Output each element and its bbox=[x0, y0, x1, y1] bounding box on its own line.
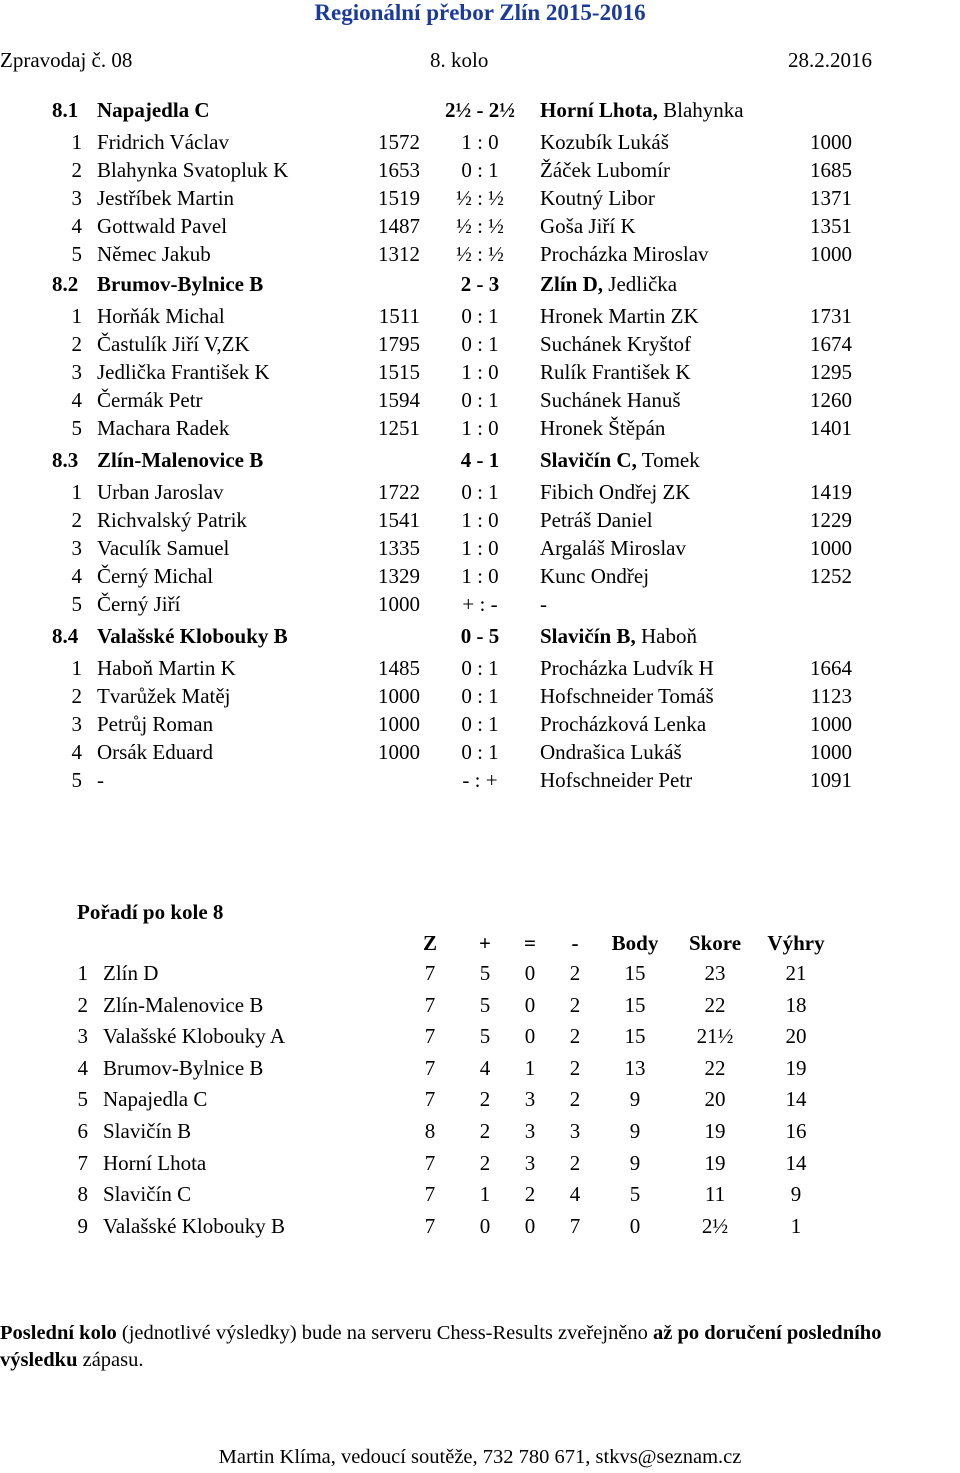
away-rating: 1000 bbox=[810, 242, 852, 266]
board-number: 1 bbox=[71, 656, 82, 680]
away-player: Suchánek Kryštof bbox=[540, 332, 692, 356]
home-rating: 1312 bbox=[378, 242, 420, 266]
col-played-header: Z bbox=[422, 931, 437, 955]
away-player: Goša Jiří K bbox=[540, 214, 636, 238]
standings-wins: 2 bbox=[479, 1150, 491, 1175]
away-player: Kunc Ondřej bbox=[540, 564, 650, 588]
away-rating: 1123 bbox=[810, 684, 852, 708]
home-rating: 1515 bbox=[378, 360, 420, 384]
standings-losses: 2 bbox=[569, 1024, 581, 1049]
away-rating: 1252 bbox=[810, 564, 852, 588]
game-result: 1 : 0 bbox=[461, 508, 499, 532]
standings-title: Pořadí po kole 8 bbox=[77, 900, 224, 924]
game-result: 0 : 1 bbox=[461, 684, 499, 708]
board-number: 1 bbox=[71, 480, 82, 504]
standings-losses: 2 bbox=[569, 1055, 581, 1080]
standings-score: 11 bbox=[704, 1182, 726, 1207]
standings-rank: 5 bbox=[77, 1087, 88, 1112]
standings-score: 22 bbox=[704, 992, 726, 1017]
board-number: 3 bbox=[71, 360, 82, 384]
match-score: 4 - 1 bbox=[460, 448, 500, 472]
home-player: Němec Jakub bbox=[97, 242, 211, 266]
standings-draws: 3 bbox=[524, 1119, 536, 1143]
home-rating: 1000 bbox=[378, 592, 420, 616]
contact-footer: Martin Klíma, vedoucí soutěže, 732 780 671, stkvs@seznam.cz bbox=[218, 1446, 742, 1468]
home-rating: 1329 bbox=[378, 564, 420, 588]
standings-losses: 4 bbox=[569, 1182, 581, 1207]
home-team: Zlín-Malenovice B bbox=[97, 448, 264, 472]
home-rating: 1594 bbox=[378, 388, 420, 412]
game-result: 1 : 0 bbox=[461, 564, 499, 588]
standings-rank: 1 bbox=[77, 961, 88, 985]
home-rating: 1541 bbox=[378, 508, 420, 532]
col-wins-header: + bbox=[479, 931, 491, 955]
home-player: Orsák Eduard bbox=[97, 740, 214, 764]
board-number: 2 bbox=[71, 158, 82, 182]
standings-wins: 2 bbox=[479, 1119, 491, 1143]
standings-wins: 4 bbox=[479, 1055, 491, 1080]
away-rating: 1000 bbox=[810, 712, 852, 736]
standings-points: 0 bbox=[629, 1213, 641, 1238]
standings-rank: 8 bbox=[77, 1182, 88, 1207]
standings-team-name: Brumov-Bylnice B bbox=[103, 1055, 264, 1080]
note-bold-1: Poslední kolo bbox=[0, 1322, 117, 1344]
home-player: Haboň Martin K bbox=[97, 656, 236, 680]
home-rating: 1511 bbox=[378, 304, 420, 328]
standings-points: 15 bbox=[624, 1024, 646, 1049]
standings-points: 15 bbox=[624, 961, 646, 985]
game-result: 1 : 0 bbox=[461, 360, 499, 384]
board-number: 4 bbox=[71, 564, 82, 588]
standings-score: 23 bbox=[704, 961, 726, 985]
standings-losses: 7 bbox=[569, 1213, 581, 1238]
board-number: 5 bbox=[71, 768, 82, 792]
standings-played: 7 bbox=[424, 1213, 436, 1238]
standings-score: 21½ bbox=[696, 1024, 734, 1049]
away-player: Hronek Štěpán bbox=[540, 416, 666, 440]
home-team: Brumov-Bylnice B bbox=[97, 272, 264, 296]
round-label: 8. kolo bbox=[430, 48, 489, 72]
announcement-note bbox=[0, 1320, 960, 1374]
away-rating: 1419 bbox=[810, 480, 852, 504]
home-team: Valašské Klobouky B bbox=[97, 624, 288, 648]
game-result: 1 : 0 bbox=[461, 130, 499, 154]
standings-draws: 0 bbox=[524, 1213, 536, 1238]
game-result: ½ : ½ bbox=[456, 242, 504, 266]
away-player: Kozubík Lukáš bbox=[540, 130, 669, 154]
col-points-header: Body bbox=[611, 931, 659, 955]
away-rating: 1685 bbox=[810, 158, 852, 182]
standings-points: 9 bbox=[629, 1119, 641, 1143]
board-number: 1 bbox=[71, 130, 82, 154]
game-result: 0 : 1 bbox=[461, 304, 499, 328]
standings-score: 20 bbox=[704, 1087, 726, 1112]
board-number: 3 bbox=[71, 536, 82, 560]
standings-team-name: Valašské Klobouky B bbox=[103, 1213, 285, 1238]
round-date: 28.2.2016 bbox=[788, 48, 872, 72]
game-result: - : + bbox=[462, 768, 498, 792]
standings-played: 7 bbox=[424, 961, 436, 985]
away-player: Procházková Lenka bbox=[540, 712, 707, 736]
board-number: 3 bbox=[71, 186, 82, 210]
standings-score: 22 bbox=[704, 1055, 726, 1080]
match-score: 0 - 5 bbox=[460, 624, 500, 648]
standings-tiebreak: 14 bbox=[785, 1087, 807, 1112]
standings-score: 19 bbox=[704, 1119, 726, 1143]
home-rating: 1000 bbox=[378, 740, 420, 764]
game-result: 0 : 1 bbox=[461, 480, 499, 504]
home-player: Čermák Petr bbox=[97, 388, 203, 412]
home-player: Fridrich Václav bbox=[97, 130, 229, 154]
away-team-name: Slavičín C, bbox=[540, 448, 637, 472]
standings-wins: 5 bbox=[479, 1024, 491, 1049]
away-team-captain: Haboň bbox=[635, 624, 697, 648]
standings-tiebreak: 14 bbox=[785, 1150, 807, 1175]
standings-team-name: Zlín D bbox=[103, 961, 159, 985]
board-number: 5 bbox=[71, 416, 82, 440]
col-draws-header: = bbox=[524, 931, 536, 955]
standings-losses: 2 bbox=[569, 992, 581, 1017]
away-player: - bbox=[540, 592, 547, 616]
col-wins-tiebreak-header: Výhry bbox=[767, 931, 825, 955]
standings-draws: 2 bbox=[524, 1182, 536, 1207]
match-number: 8.1 bbox=[52, 98, 79, 122]
board-number: 4 bbox=[71, 740, 82, 764]
standings-points: 9 bbox=[629, 1150, 641, 1175]
standings-played: 7 bbox=[424, 992, 436, 1017]
match-number: 8.3 bbox=[52, 448, 79, 472]
home-rating: 1000 bbox=[378, 684, 420, 708]
board-number: 4 bbox=[71, 214, 82, 238]
away-player: Fibich Ondřej ZK bbox=[540, 480, 691, 504]
away-player: Koutný Libor bbox=[540, 186, 655, 210]
standings-score: 2½ bbox=[701, 1213, 729, 1238]
home-player: Machara Radek bbox=[97, 416, 230, 440]
away-team-name: Horní Lhota, bbox=[540, 98, 658, 122]
game-result: 0 : 1 bbox=[461, 332, 499, 356]
away-rating bbox=[770, 590, 852, 618]
standings-played: 8 bbox=[424, 1119, 436, 1143]
away-team-captain: Blahynka bbox=[657, 98, 744, 122]
standings-tiebreak: 9 bbox=[790, 1182, 802, 1207]
standings-draws: 3 bbox=[524, 1150, 536, 1175]
match-score: 2 - 3 bbox=[460, 272, 500, 296]
game-result: 1 : 0 bbox=[461, 416, 499, 440]
home-player: Petrůj Roman bbox=[97, 712, 214, 736]
standings-wins: 5 bbox=[479, 992, 491, 1017]
standings-rank: 3 bbox=[77, 1024, 88, 1049]
home-rating: 1572 bbox=[378, 130, 420, 154]
away-player: Hofschneider Petr bbox=[540, 768, 693, 792]
standings-losses: 2 bbox=[569, 1087, 581, 1112]
game-result: 0 : 1 bbox=[461, 740, 499, 764]
standings-losses: 3 bbox=[569, 1119, 581, 1143]
standings-tiebreak: 20 bbox=[785, 1024, 807, 1049]
home-player: Černý Michal bbox=[97, 564, 214, 588]
standings-team-name: Slavičín C bbox=[103, 1182, 192, 1207]
away-player: Procházka Miroslav bbox=[540, 242, 709, 266]
col-losses-header: - bbox=[571, 931, 579, 955]
away-rating: 1674 bbox=[810, 332, 852, 356]
col-score-header: Skore bbox=[688, 931, 742, 955]
home-player: Richvalský Patrik bbox=[97, 508, 247, 532]
home-player: Tvarůžek Matěj bbox=[97, 684, 231, 708]
match-number: 8.4 bbox=[52, 624, 79, 648]
standings-draws: 0 bbox=[524, 1024, 536, 1049]
home-rating: 1795 bbox=[378, 332, 420, 356]
home-rating: 1000 bbox=[378, 712, 420, 736]
away-rating: 1260 bbox=[810, 388, 852, 412]
standings-played: 7 bbox=[424, 1182, 436, 1207]
away-player: Žáček Lubomír bbox=[540, 158, 671, 182]
away-player: Procházka Ludvík H bbox=[540, 656, 714, 680]
home-player: Častulík Jiří V,ZK bbox=[97, 332, 250, 356]
standings-points: 9 bbox=[629, 1087, 641, 1112]
match-number: 8.2 bbox=[52, 272, 79, 296]
standings-tiebreak: 21 bbox=[785, 961, 807, 985]
standings-rank: 4 bbox=[77, 1055, 88, 1080]
standings-draws: 0 bbox=[524, 992, 536, 1017]
away-player: Ondrašica Lukáš bbox=[540, 740, 682, 764]
board-number: 5 bbox=[71, 242, 82, 266]
standings-tiebreak: 1 bbox=[790, 1213, 802, 1238]
standings-tiebreak: 19 bbox=[785, 1055, 807, 1080]
standings-draws: 0 bbox=[524, 961, 536, 985]
home-rating: 1487 bbox=[378, 214, 420, 238]
away-rating: 1000 bbox=[810, 740, 852, 764]
away-rating: 1000 bbox=[810, 536, 852, 560]
standings-team-name: Slavičín B bbox=[103, 1119, 192, 1143]
away-team-captain: Tomek bbox=[636, 448, 700, 472]
away-team bbox=[540, 270, 677, 298]
home-team: Napajedla C bbox=[97, 98, 210, 122]
game-result: 0 : 1 bbox=[461, 656, 499, 680]
note-text-2: zápasu. bbox=[77, 1349, 144, 1371]
away-player: Rulík František K bbox=[540, 360, 691, 384]
home-rating: 1519 bbox=[378, 186, 420, 210]
standings-draws: 1 bbox=[524, 1055, 536, 1080]
away-player: Suchánek Hanuš bbox=[540, 388, 681, 412]
standings-played: 7 bbox=[424, 1087, 436, 1112]
standings-tiebreak: 16 bbox=[785, 1119, 807, 1143]
game-result: 0 : 1 bbox=[461, 388, 499, 412]
standings-points: 15 bbox=[624, 992, 646, 1017]
board-number: 3 bbox=[71, 712, 82, 736]
away-rating: 1731 bbox=[810, 304, 852, 328]
game-result: ½ : ½ bbox=[456, 186, 504, 210]
home-player: Horňák Michal bbox=[97, 304, 225, 328]
away-rating: 1229 bbox=[810, 508, 852, 532]
away-player: Hofschneider Tomáš bbox=[540, 684, 714, 708]
home-player: Černý Jiří bbox=[97, 592, 181, 616]
away-team bbox=[540, 446, 700, 474]
standings-losses: 2 bbox=[569, 961, 581, 985]
away-rating: 1295 bbox=[810, 360, 852, 384]
page-title: Regionální přebor Zlín 2015-2016 bbox=[314, 0, 646, 25]
standings-wins: 2 bbox=[479, 1087, 491, 1112]
home-rating: 1653 bbox=[378, 158, 420, 182]
away-team-name: Slavičín B, bbox=[540, 624, 636, 648]
board-number: 2 bbox=[71, 684, 82, 708]
home-player: Jedlička František K bbox=[97, 360, 270, 384]
game-result: + : - bbox=[462, 592, 498, 616]
board-number: 5 bbox=[71, 592, 82, 616]
board-number: 2 bbox=[71, 332, 82, 356]
home-player: Jestříbek Martin bbox=[97, 186, 235, 210]
away-rating: 1664 bbox=[810, 656, 852, 680]
home-player: Vaculík Samuel bbox=[97, 536, 230, 560]
away-player: Hronek Martin ZK bbox=[540, 304, 699, 328]
standings-played: 7 bbox=[424, 1024, 436, 1049]
match-score: 2½ - 2½ bbox=[445, 98, 515, 122]
away-team bbox=[540, 622, 697, 650]
game-result: 0 : 1 bbox=[461, 712, 499, 736]
home-player: - bbox=[97, 768, 104, 792]
away-team-name: Zlín D, bbox=[540, 272, 604, 296]
home-rating: 1485 bbox=[378, 656, 420, 680]
home-rating: 1722 bbox=[378, 480, 420, 504]
board-number: 4 bbox=[71, 388, 82, 412]
standings-points: 13 bbox=[624, 1055, 646, 1080]
standings-rank: 2 bbox=[77, 992, 88, 1017]
away-rating: 1000 bbox=[810, 130, 852, 154]
board-number: 1 bbox=[71, 304, 82, 328]
home-rating: 1335 bbox=[378, 536, 420, 560]
standings-rank: 7 bbox=[77, 1150, 88, 1175]
home-rating: 1251 bbox=[378, 416, 420, 440]
standings-wins: 5 bbox=[479, 961, 491, 985]
game-result: ½ : ½ bbox=[456, 214, 504, 238]
away-rating: 1371 bbox=[810, 186, 852, 210]
bulletin-number: Zpravodaj č. 08 bbox=[0, 48, 133, 72]
standings-team-name: Horní Lhota bbox=[103, 1150, 207, 1175]
standings-team-name: Valašské Klobouky A bbox=[103, 1024, 285, 1049]
standings-wins: 0 bbox=[479, 1213, 491, 1238]
note-bold-2: až po doručení posledního výsledku bbox=[0, 1322, 882, 1371]
board-number: 2 bbox=[71, 508, 82, 532]
away-player: Petráš Daniel bbox=[540, 508, 653, 532]
standings-played: 7 bbox=[424, 1055, 436, 1080]
game-result: 1 : 0 bbox=[461, 536, 499, 560]
away-rating: 1401 bbox=[810, 416, 852, 440]
standings-draws: 3 bbox=[524, 1087, 536, 1112]
home-player: Gottwald Pavel bbox=[97, 214, 228, 238]
home-rating bbox=[350, 766, 420, 794]
standings-rank: 9 bbox=[77, 1213, 88, 1238]
standings-played: 7 bbox=[424, 1150, 436, 1175]
standings-wins: 1 bbox=[479, 1182, 491, 1207]
away-rating: 1091 bbox=[810, 768, 852, 792]
game-result: 0 : 1 bbox=[461, 158, 499, 182]
standings-team-name: Napajedla C bbox=[103, 1087, 208, 1112]
away-player: Argaláš Miroslav bbox=[540, 536, 687, 560]
home-player: Urban Jaroslav bbox=[97, 480, 224, 504]
standings-losses: 2 bbox=[569, 1150, 581, 1175]
home-player: Blahynka Svatopluk K bbox=[97, 158, 289, 182]
away-team bbox=[540, 96, 744, 124]
standings-points: 5 bbox=[629, 1182, 641, 1207]
note-text-1: (jednotlivé výsledky) bude na serveru Chess-Results zveřejněno bbox=[116, 1322, 654, 1344]
standings-team-name: Zlín-Malenovice B bbox=[103, 992, 264, 1017]
standings-score: 19 bbox=[704, 1150, 726, 1175]
away-team-captain: Jedlička bbox=[603, 272, 678, 296]
standings-rank: 6 bbox=[77, 1119, 88, 1143]
standings-tiebreak: 18 bbox=[785, 992, 807, 1017]
away-rating: 1351 bbox=[810, 214, 852, 238]
